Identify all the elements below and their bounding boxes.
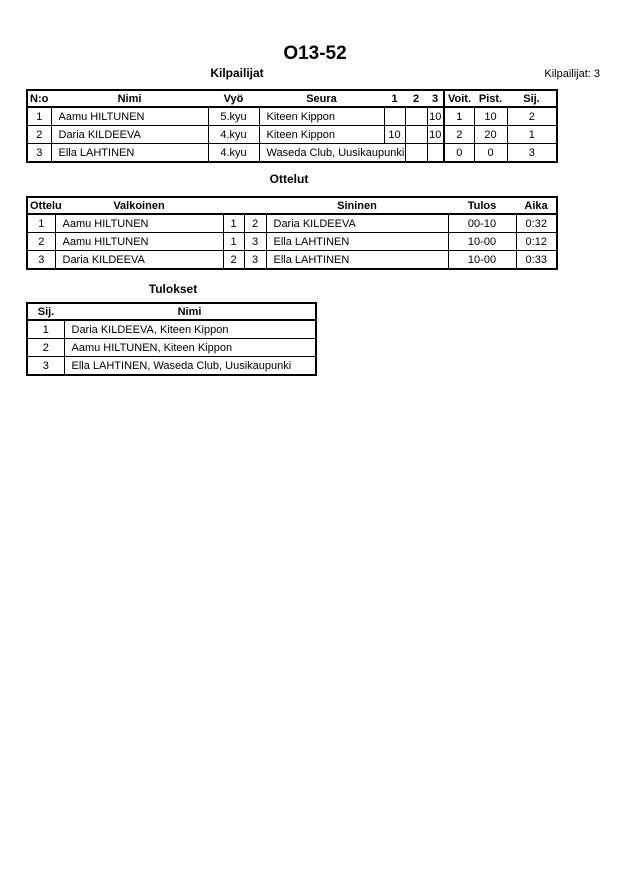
col-header-blue: Sininen [266,197,448,214]
white-competitor-name: Aamu HILTUNEN [55,214,223,233]
blue-competitor-name: Ella LAHTINEN [266,233,448,251]
result-name: Ella LAHTINEN, Waseda Club, Uusikaupunki [64,357,316,376]
match2-score [405,144,427,163]
competitor-club: Waseda Club, Uusikaupunki [259,144,384,163]
match-score: 00-10 [448,214,516,233]
match-row [27,214,557,233]
match3-score [427,144,444,163]
competitor-place: 2 [507,107,557,126]
competitor-points: 10 [474,107,507,126]
competitor-club: Kiteen Kippon [259,126,384,144]
match3-score: 10 [427,107,444,126]
blue-competitor-number: 3 [244,233,266,251]
match-row [27,251,557,270]
blue-competitor-name: Daria KILDEEVA [266,214,448,233]
col-header-match2: 2 [405,90,427,107]
col-header-name: Nimi [64,303,316,320]
competitor-place: 3 [507,144,557,163]
matches-heading: Ottelut [269,172,309,186]
matches-header-row [27,197,557,214]
match3-score: 10 [427,126,444,144]
competitors-count-label: Kilpailijat: 3 [544,68,600,80]
competitor-name: Aamu HILTUNEN [51,107,208,126]
col-header-belt: Vyö [208,90,259,107]
competitor-points: 0 [474,144,507,163]
white-competitor-number: 1 [223,214,244,233]
match1-score: 10 [384,126,405,144]
competitor-number: 3 [27,144,51,163]
col-header-match1: 1 [384,90,405,107]
match-time: 0:12 [516,233,557,251]
competitors-header-row [27,90,557,107]
white-competitor-name: Aamu HILTUNEN [55,233,223,251]
result-place: 1 [27,320,64,339]
col-header-place: Sij. [507,90,557,107]
match-number: 3 [27,251,55,270]
match-time: 0:33 [516,251,557,270]
col-header-white: Valkoinen [55,197,223,214]
competitor-row [27,126,557,144]
col-header-number: N:o [27,90,51,107]
competitor-club: Kiteen Kippon [259,107,384,126]
match1-score [384,107,405,126]
col-header-points: Pist. [474,90,507,107]
competitor-name: Ella LAHTINEN [51,144,208,163]
col-header-wins: Voit. [444,90,474,107]
competitor-row [27,107,557,126]
results-table [26,302,317,376]
competitor-number: 1 [27,107,51,126]
competitor-place: 1 [507,126,557,144]
white-competitor-number: 1 [223,233,244,251]
match-score: 10-00 [448,251,516,270]
col-header-match-number: Ottelu [27,197,55,214]
match-number: 1 [27,214,55,233]
match-row [27,233,557,251]
result-row [27,339,316,357]
blue-competitor-name: Ella LAHTINEN [266,251,448,270]
col-header-white-number [223,197,244,214]
competitor-belt: 4.kyu [208,144,259,163]
result-row [27,320,316,339]
competitor-wins: 1 [444,107,474,126]
col-header-score: Tulos [448,197,516,214]
page-title: O13-52 [283,43,347,64]
result-place: 3 [27,357,64,376]
competitor-number: 2 [27,126,51,144]
competitor-wins: 0 [444,144,474,163]
competitor-row [27,144,557,163]
result-place: 2 [27,339,64,357]
match-number: 2 [27,233,55,251]
col-header-club: Seura [259,90,384,107]
result-row [27,357,316,376]
col-header-match3: 3 [427,90,444,107]
competitor-belt: 5.kyu [208,107,259,126]
col-header-name: Nimi [51,90,208,107]
competitor-belt: 4.kyu [208,126,259,144]
result-name: Daria KILDEEVA, Kiteen Kippon [64,320,316,339]
white-competitor-name: Daria KILDEEVA [55,251,223,270]
blue-competitor-number: 3 [244,251,266,270]
competitor-name: Daria KILDEEVA [51,126,208,144]
competitor-points: 20 [474,126,507,144]
match-time: 0:32 [516,214,557,233]
blue-competitor-number: 2 [244,214,266,233]
competitors-heading: Kilpailijat [210,66,264,80]
results-header-row [27,303,316,320]
white-competitor-number: 2 [223,251,244,270]
col-header-time: Aika [516,197,557,214]
results-heading: Tulokset [148,282,198,296]
matches-table [26,196,558,270]
col-header-place: Sij. [27,303,64,320]
match-score: 10-00 [448,233,516,251]
col-header-blue-number [244,197,266,214]
match2-score [405,107,427,126]
match2-score [405,126,427,144]
competitors-table [26,89,558,163]
competitor-wins: 2 [444,126,474,144]
result-name: Aamu HILTUNEN, Kiteen Kippon [64,339,316,357]
